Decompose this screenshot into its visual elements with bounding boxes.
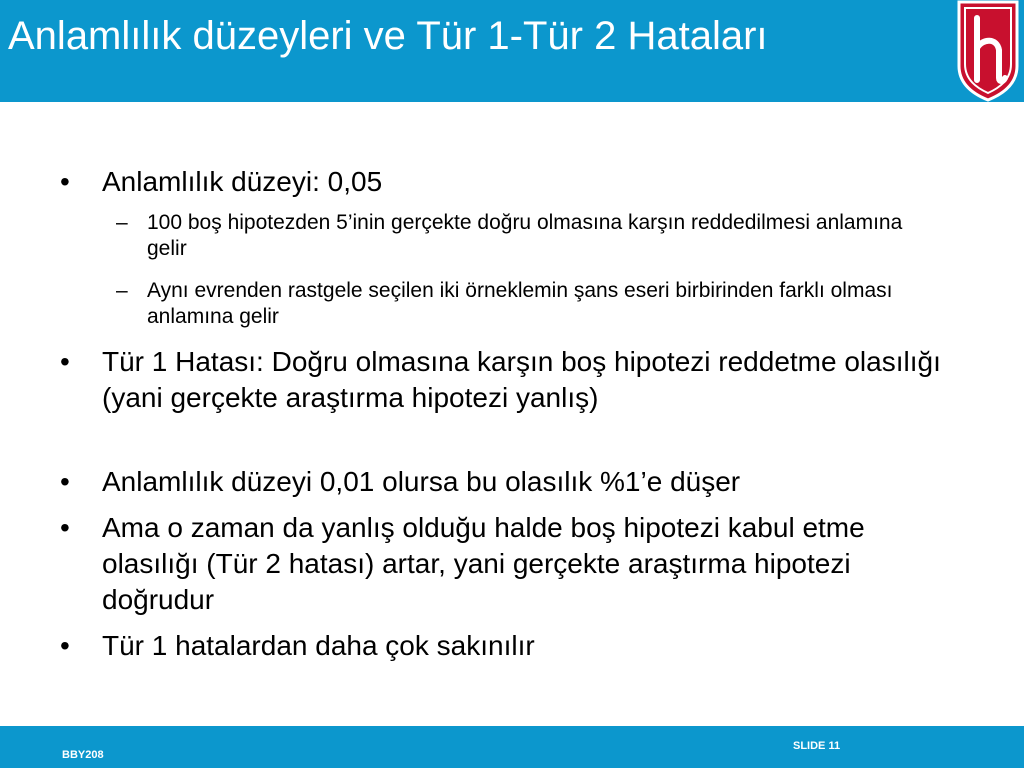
bullet-marker: • [60,166,70,197]
bullet-marker: • [60,512,70,543]
bullet-marker: • [60,466,70,497]
bullet-marker: • [60,346,70,377]
slide-number: SLIDE 11 [793,740,841,752]
bullet-item: Tür 1 Hatası: Doğru olmasına karşın boş hipotezi reddetme olasılığı (yani gerçekte araştırma hipotezi yanlış) [102,346,941,413]
subbullet-marker: – [116,211,128,234]
subbullet-marker: – [116,279,128,302]
bullet-item: Tür 1 hatalardan daha çok sakınılır [102,630,535,661]
footer-bar [0,726,1024,768]
slide-title: Anlamlılık düzeyleri ve Tür 1-Tür 2 Hataları [8,14,768,58]
bullet-item: Anlamlılık düzeyi: 0,05 [102,166,383,197]
subbullet-item: 100 boş hipotezden 5’inin gerçekte doğru olmasına karşın reddedilmesi anlamına gelir [147,211,903,260]
bullet-marker: • [60,630,70,661]
bullet-item: Anlamlılık düzeyi 0,01 olursa bu olasılık %1’e düşer [102,466,741,497]
bullet-item: Ama o zaman da yanlış olduğu halde boş hipotezi kabul etme olasılığı (Tür 2 hatası) artar, yani gerçekte araştırma hipotezi doğrudur [102,512,865,615]
course-code: BBY208 [62,749,104,761]
subbullet-item: Aynı evrenden rastgele seçilen iki örneklemin şans eseri birbirinden farklı olması anlamına gelir [147,279,893,328]
